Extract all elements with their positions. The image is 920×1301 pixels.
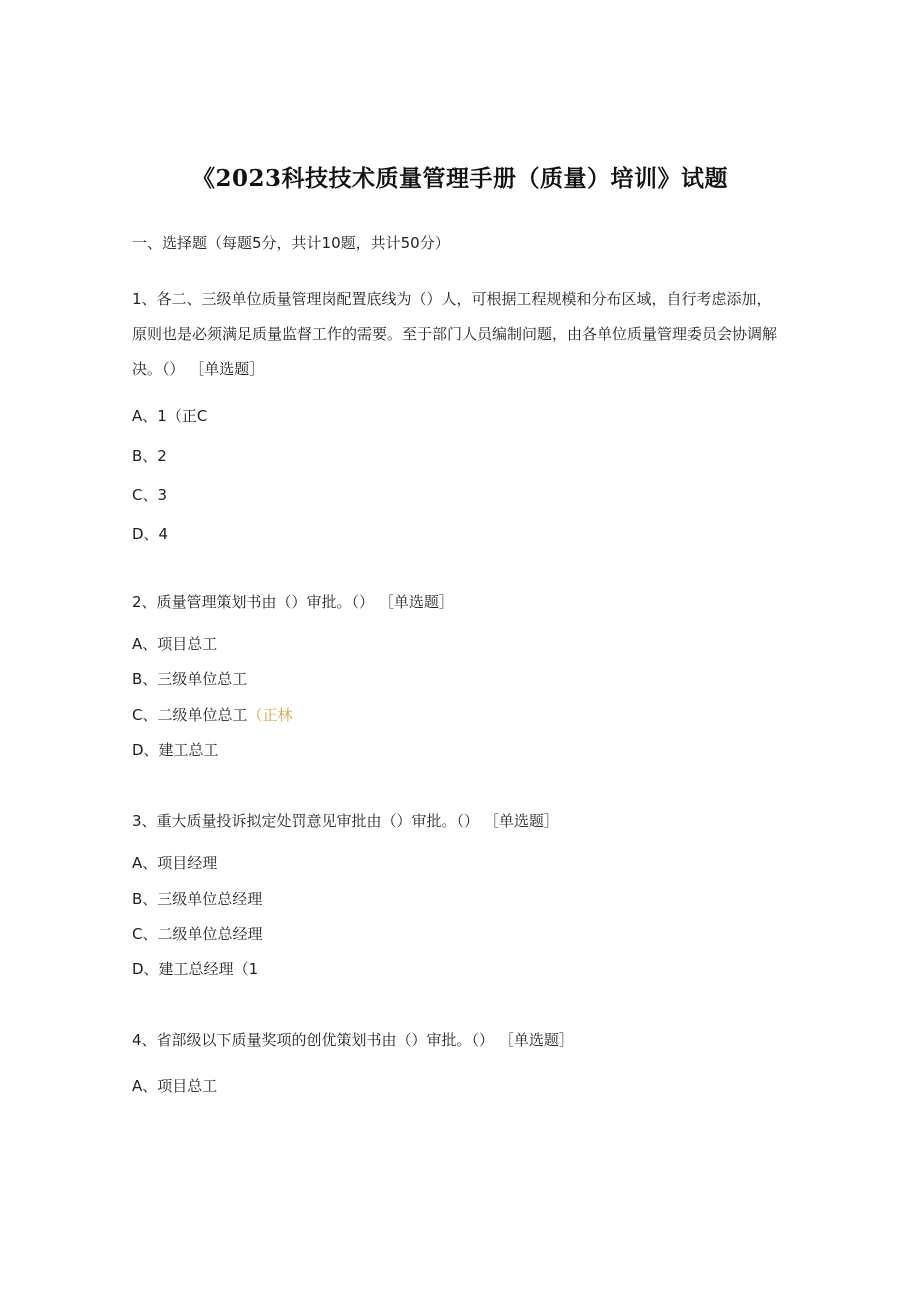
section-heading: 一、选择题（每题5分，共计10题，共计50分） [132,234,450,252]
option-label: A、1 [132,407,167,425]
option-item[interactable] [132,633,217,654]
question-text: 1、各二、三级单位质量管理岗配置底线为（）人，可根据工程规模和分布区域，自行考虑添加，原则也是必须满足质量监督工作的需要。至于部门人员编制问题，由各单位质量管理委员会协调解决。（） ［单选题］ [132,290,778,378]
option-item[interactable] [132,484,167,505]
option-label: A、项目总工 [132,1077,218,1095]
option-item[interactable] [132,958,258,979]
option-label: C、二级单位总工 [132,706,248,724]
option-label: D、建工总工 [132,741,219,759]
answer-mark: （正林 [247,706,293,724]
option-label: A、项目经理 [132,854,218,872]
option-label: C、3 [132,486,168,504]
question-text: 2、质量管理策划书由（）审批。（） ［单选题］ [132,593,454,611]
option-label: A、项目总工 [132,635,218,653]
option-item[interactable] [132,739,219,760]
option-item[interactable] [132,923,262,944]
option-item[interactable] [132,704,293,725]
answer-mark: （正C [166,407,208,425]
option-label: D、4 [132,525,169,543]
question-text: 4、省部级以下质量奖项的创优策划书由（）审批。（） ［单选题］ [132,1031,574,1049]
option-label: C、二级单位总经理 [132,925,263,943]
option-label: B、三级单位总经理 [132,890,263,908]
option-item[interactable] [132,523,168,544]
option-item[interactable] [132,888,262,909]
option-item[interactable] [132,1075,217,1096]
answer-mark: （1 [233,960,259,978]
option-label: D、建工总经理 [132,960,234,978]
option-item[interactable] [132,668,247,689]
question-text: 3、重大质量投诉拟定处罚意见审批由（）审批。（） ［单选题］ [132,812,559,830]
option-item[interactable] [132,852,217,873]
option-item[interactable] [132,445,167,466]
document-title: 《2023科技技术质量管理手册（质量）培训》试题 [191,165,728,192]
option-label: B、2 [132,447,167,465]
option-item[interactable] [132,405,207,426]
option-label: B、三级单位总工 [132,670,248,688]
